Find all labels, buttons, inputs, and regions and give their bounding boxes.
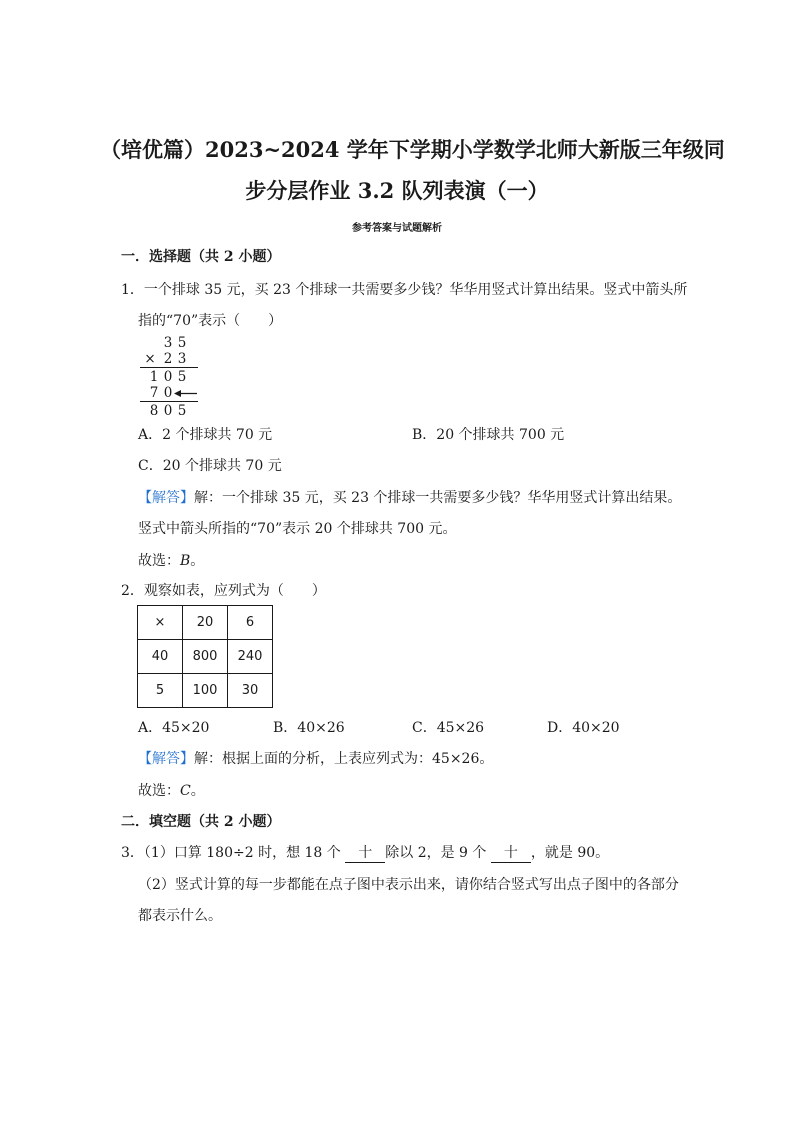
q2-table bbox=[137, 605, 273, 708]
q2-answer-text: 解：根据上面的分析，上表应列式为：45×26。 bbox=[194, 751, 494, 767]
calc-digit: 3 bbox=[163, 335, 173, 351]
q3-text-a: 3．（1）口算 180÷2 时，想 18 个 bbox=[121, 845, 341, 861]
table-cell: × bbox=[138, 606, 183, 640]
q2-answer bbox=[138, 749, 493, 769]
choose-suffix: 。 bbox=[190, 783, 205, 799]
q1-option-b: B．20 个排球共 700 元 bbox=[412, 427, 565, 443]
choose-suffix: 。 bbox=[190, 553, 205, 569]
calc-digit: 3 bbox=[177, 351, 187, 367]
q1-stem-line-2: 指的“70”表示（ ） bbox=[138, 313, 283, 329]
q2-option-c: C．45×26 bbox=[412, 720, 485, 736]
table-cell: 20 bbox=[183, 606, 228, 640]
calc-digit: 0 bbox=[163, 403, 173, 419]
q2-stem: 2．观察如表，应列式为（ ） bbox=[121, 583, 326, 599]
q3-text-b: 除以 2，是 9 个 bbox=[385, 845, 487, 861]
q3-blank-1: 十 bbox=[345, 845, 385, 863]
q3-part-2-line-2: 都表示什么。 bbox=[138, 908, 222, 924]
title-line-1: （培优篇）2023~2024 学年下学期小学数学北师大新版三年级同 bbox=[100, 137, 725, 162]
choose-prefix: 故选： bbox=[138, 783, 180, 799]
calc-rule bbox=[140, 367, 198, 368]
vertical-multiplication bbox=[140, 335, 200, 420]
table-cell: 5 bbox=[138, 674, 183, 708]
choose-prefix: 故选： bbox=[138, 553, 180, 569]
q2-option-d: D．40×20 bbox=[547, 720, 620, 736]
q1-option-c: C．20 个排球共 70 元 bbox=[138, 458, 282, 474]
choose-value: C bbox=[180, 783, 191, 799]
table-row bbox=[138, 640, 273, 674]
q2-option-b: B．40×26 bbox=[273, 720, 345, 736]
calc-digit: 5 bbox=[177, 335, 187, 351]
section-heading-fill: 二．填空题（共 2 小题） bbox=[121, 814, 281, 830]
calc-digit: 0 bbox=[163, 369, 173, 385]
calc-times-sign: × bbox=[144, 351, 156, 367]
q1-stem-line-1: 1．一个排球 35 元，买 23 个排球一共需要多少钱？华华用竖式计算出结果。竖式中箭头所 bbox=[121, 282, 688, 298]
table-cell: 240 bbox=[228, 640, 273, 674]
q2-choose bbox=[138, 781, 205, 801]
table-cell: 30 bbox=[228, 674, 273, 708]
table-cell: 40 bbox=[138, 640, 183, 674]
q3-text-c: ，就是 90。 bbox=[530, 845, 610, 861]
q1-answer-line-2: 竖式中箭头所指的“70”表示 20 个排球共 700 元。 bbox=[138, 521, 457, 537]
answer-tag: 【解答】 bbox=[138, 751, 194, 767]
calc-digit: 0 bbox=[163, 385, 173, 401]
table-row bbox=[138, 606, 273, 640]
calc-digit: 5 bbox=[177, 403, 187, 419]
q3-blank-2: 十 bbox=[491, 845, 531, 863]
q3-part-1 bbox=[121, 843, 609, 863]
table-cell: 100 bbox=[183, 674, 228, 708]
choose-value: B bbox=[180, 553, 191, 569]
section-heading-choice: 一．选择题（共 2 小题） bbox=[121, 249, 281, 265]
calc-digit: 2 bbox=[163, 351, 173, 367]
table-cell: 6 bbox=[228, 606, 273, 640]
q2-option-a: A．45×20 bbox=[138, 720, 210, 736]
q1-choose bbox=[138, 551, 204, 571]
q1-option-a: A．2 个排球共 70 元 bbox=[138, 427, 273, 443]
title-line-2: 步分层作业 3.2 队列表演（一） bbox=[245, 178, 549, 203]
subtitle: 参考答案与试题解析 bbox=[352, 223, 442, 234]
calc-digit: 8 bbox=[149, 403, 159, 419]
q1-answer-text: 解：一个排球 35 元，买 23 个排球一共需要多少钱？华华用竖式计算出结果。 bbox=[194, 490, 682, 506]
table-row bbox=[138, 674, 273, 708]
answer-tag: 【解答】 bbox=[138, 490, 194, 506]
table-cell: 800 bbox=[183, 640, 228, 674]
calc-rule bbox=[140, 401, 198, 402]
q3-part-2-line-1: （2）竖式计算的每一步都能在点子图中表示出来，请你结合竖式写出点子图中的各部分 bbox=[138, 877, 679, 893]
q1-answer-line-1 bbox=[138, 488, 681, 508]
calc-digit: 1 bbox=[149, 369, 159, 385]
calc-digit: 7 bbox=[149, 385, 159, 401]
calc-digit: 5 bbox=[177, 369, 187, 385]
arrow-left-icon bbox=[174, 389, 198, 398]
